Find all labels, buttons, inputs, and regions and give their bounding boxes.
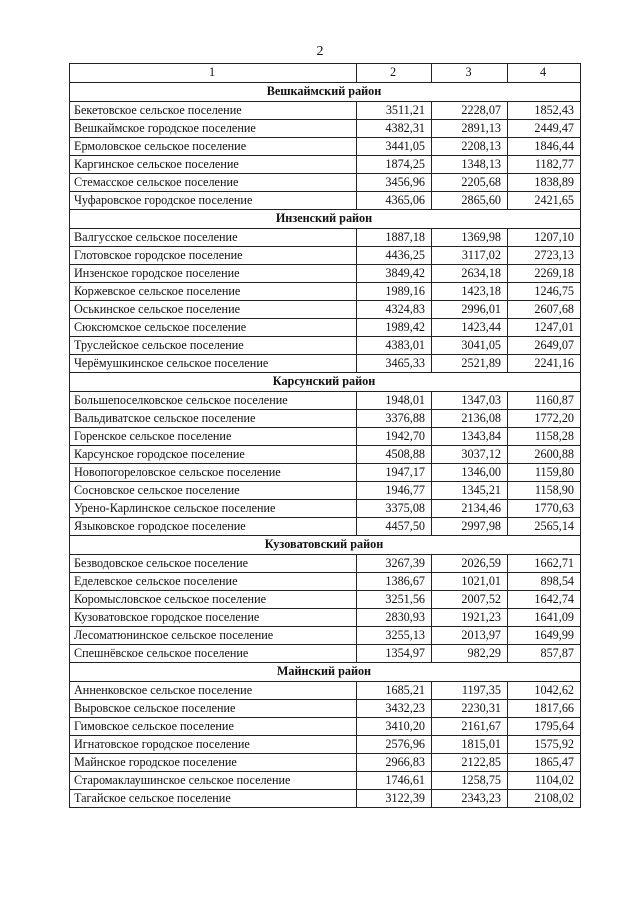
value-col2-cell: 3511,21 — [357, 102, 432, 120]
settlement-name-cell: Чуфаровское городское поселение — [70, 192, 357, 210]
value-col2-cell: 3410,20 — [357, 718, 432, 736]
value-col3-cell: 2634,18 — [432, 265, 508, 283]
value-col4-cell: 1852,43 — [508, 102, 581, 120]
value-col4-cell: 2649,07 — [508, 337, 581, 355]
value-col3-cell: 2230,31 — [432, 700, 508, 718]
value-col3-cell: 1369,98 — [432, 229, 508, 247]
page-number: 2 — [316, 44, 324, 59]
table-row — [70, 392, 581, 410]
table-row — [70, 682, 581, 700]
value-col3-cell: 2343,23 — [432, 790, 508, 808]
value-col3-cell: 2865,60 — [432, 192, 508, 210]
settlement-name-cell: Горенское сельское поселение — [70, 428, 357, 446]
value-col3-cell: 1348,13 — [432, 156, 508, 174]
table-row — [70, 156, 581, 174]
table-row — [70, 718, 581, 736]
value-col2-cell: 2576,96 — [357, 736, 432, 754]
settlement-name-cell: Урено-Карлинское сельское поселение — [70, 500, 357, 518]
settlement-name-cell: Выровское сельское поселение — [70, 700, 357, 718]
value-col4-cell: 2600,88 — [508, 446, 581, 464]
value-col4-cell: 1642,74 — [508, 591, 581, 609]
value-col4-cell: 1158,90 — [508, 482, 581, 500]
table-row — [70, 627, 581, 645]
value-col3-cell: 2205,68 — [432, 174, 508, 192]
section-header-row — [70, 210, 581, 229]
column-header-1: 1 — [70, 64, 357, 83]
value-col4-cell: 1649,99 — [508, 627, 581, 645]
value-col4-cell: 2565,14 — [508, 518, 581, 536]
value-col3-cell: 2208,13 — [432, 138, 508, 156]
value-col3-cell: 1423,44 — [432, 319, 508, 337]
value-col4-cell: 1160,87 — [508, 392, 581, 410]
value-col3-cell: 1346,00 — [432, 464, 508, 482]
value-col2-cell: 3456,96 — [357, 174, 432, 192]
value-col3-cell: 1021,01 — [432, 573, 508, 591]
table-row — [70, 464, 581, 482]
settlement-name-cell: Карсунское городское поселение — [70, 446, 357, 464]
table-row — [70, 518, 581, 536]
settlement-name-cell: Черёмушкинское сельское поселение — [70, 355, 357, 373]
settlement-name-cell: Вальдиватское сельское поселение — [70, 410, 357, 428]
table-row — [70, 500, 581, 518]
value-col4-cell: 1575,92 — [508, 736, 581, 754]
value-col3-cell: 2013,97 — [432, 627, 508, 645]
value-col3-cell: 2007,52 — [432, 591, 508, 609]
value-col3-cell: 2521,89 — [432, 355, 508, 373]
value-col2-cell: 3267,39 — [357, 555, 432, 573]
settlement-name-cell: Ермоловское сельское поселение — [70, 138, 357, 156]
value-col3-cell: 2122,85 — [432, 754, 508, 772]
settlement-name-cell: Тагайское сельское поселение — [70, 790, 357, 808]
table-row — [70, 754, 581, 772]
value-col3-cell: 2026,59 — [432, 555, 508, 573]
settlement-name-cell: Вешкаймское городское поселение — [70, 120, 357, 138]
value-col4-cell: 2241,16 — [508, 355, 581, 373]
value-col4-cell: 1846,44 — [508, 138, 581, 156]
table-row — [70, 192, 581, 210]
settlement-name-cell: Валгусское сельское поселение — [70, 229, 357, 247]
value-col3-cell: 2891,13 — [432, 120, 508, 138]
value-col3-cell: 2228,07 — [432, 102, 508, 120]
table-header-row — [70, 64, 581, 83]
settlements-table — [69, 63, 581, 808]
district-title: Майнский район — [70, 663, 581, 682]
value-col2-cell: 1947,17 — [357, 464, 432, 482]
value-col4-cell: 1838,89 — [508, 174, 581, 192]
value-col3-cell: 1815,01 — [432, 736, 508, 754]
settlement-name-cell: Новопогореловское сельское поселение — [70, 464, 357, 482]
table-row — [70, 283, 581, 301]
settlement-name-cell: Старомаклаушинское сельское поселение — [70, 772, 357, 790]
value-col4-cell: 898,54 — [508, 573, 581, 591]
value-col2-cell: 1386,67 — [357, 573, 432, 591]
value-col2-cell: 1989,42 — [357, 319, 432, 337]
table-row — [70, 573, 581, 591]
section-header-row — [70, 536, 581, 555]
table-row — [70, 609, 581, 627]
value-col2-cell: 3376,88 — [357, 410, 432, 428]
district-title: Кузоватовский район — [70, 536, 581, 555]
value-col2-cell: 4436,25 — [357, 247, 432, 265]
value-col2-cell: 4382,31 — [357, 120, 432, 138]
value-col3-cell: 3117,02 — [432, 247, 508, 265]
value-col2-cell: 3441,05 — [357, 138, 432, 156]
table-row — [70, 645, 581, 663]
value-col2-cell: 1887,18 — [357, 229, 432, 247]
value-col3-cell: 1345,21 — [432, 482, 508, 500]
table-row — [70, 319, 581, 337]
table-row — [70, 229, 581, 247]
table-row — [70, 265, 581, 283]
value-col3-cell: 2996,01 — [432, 301, 508, 319]
value-col2-cell: 1948,01 — [357, 392, 432, 410]
settlement-name-cell: Кузоватовское городское поселение — [70, 609, 357, 627]
value-col2-cell: 1942,70 — [357, 428, 432, 446]
value-col2-cell: 3255,13 — [357, 627, 432, 645]
value-col4-cell: 1795,64 — [508, 718, 581, 736]
table-row — [70, 790, 581, 808]
table-row — [70, 247, 581, 265]
settlement-name-cell: Коржевское сельское поселение — [70, 283, 357, 301]
table-row — [70, 301, 581, 319]
value-col4-cell: 1207,10 — [508, 229, 581, 247]
value-col2-cell: 1354,97 — [357, 645, 432, 663]
table-row — [70, 482, 581, 500]
value-col3-cell: 1921,23 — [432, 609, 508, 627]
value-col4-cell: 1104,02 — [508, 772, 581, 790]
value-col3-cell: 2997,98 — [432, 518, 508, 536]
section-header-row — [70, 83, 581, 102]
value-col4-cell: 2607,68 — [508, 301, 581, 319]
district-title: Карсунский район — [70, 373, 581, 392]
settlement-name-cell: Оськинское сельское поселение — [70, 301, 357, 319]
value-col3-cell: 2134,46 — [432, 500, 508, 518]
settlement-name-cell: Анненковское сельское поселение — [70, 682, 357, 700]
table-row — [70, 555, 581, 573]
value-col4-cell: 1770,63 — [508, 500, 581, 518]
value-col4-cell: 2269,18 — [508, 265, 581, 283]
value-col2-cell: 2966,83 — [357, 754, 432, 772]
value-col3-cell: 3037,12 — [432, 446, 508, 464]
value-col2-cell: 1746,61 — [357, 772, 432, 790]
value-col3-cell: 982,29 — [432, 645, 508, 663]
column-header-4: 4 — [508, 64, 581, 83]
value-col4-cell: 1662,71 — [508, 555, 581, 573]
settlement-name-cell: Бекетовское сельское поселение — [70, 102, 357, 120]
value-col2-cell: 1946,77 — [357, 482, 432, 500]
value-col2-cell: 3849,42 — [357, 265, 432, 283]
value-col2-cell: 4508,88 — [357, 446, 432, 464]
value-col2-cell: 1989,16 — [357, 283, 432, 301]
column-header-3: 3 — [432, 64, 508, 83]
section-header-row — [70, 373, 581, 392]
column-header-2: 2 — [357, 64, 432, 83]
table-row — [70, 591, 581, 609]
value-col2-cell: 3375,08 — [357, 500, 432, 518]
value-col3-cell: 1197,35 — [432, 682, 508, 700]
settlement-name-cell: Еделевское сельское поселение — [70, 573, 357, 591]
value-col4-cell: 1182,77 — [508, 156, 581, 174]
table-body — [70, 83, 581, 808]
value-col2-cell: 3122,39 — [357, 790, 432, 808]
settlement-name-cell: Спешнёвское сельское поселение — [70, 645, 357, 663]
settlement-name-cell: Инзенское городское поселение — [70, 265, 357, 283]
settlement-name-cell: Труслейское сельское поселение — [70, 337, 357, 355]
value-col4-cell: 2108,02 — [508, 790, 581, 808]
settlement-name-cell: Безводовское сельское поселение — [70, 555, 357, 573]
table-row — [70, 355, 581, 373]
value-col3-cell: 2136,08 — [432, 410, 508, 428]
value-col4-cell: 1817,66 — [508, 700, 581, 718]
value-col2-cell: 4383,01 — [357, 337, 432, 355]
table-row — [70, 446, 581, 464]
table-row — [70, 428, 581, 446]
value-col4-cell: 1158,28 — [508, 428, 581, 446]
table-row — [70, 410, 581, 428]
value-col2-cell: 4324,83 — [357, 301, 432, 319]
settlement-name-cell: Каргинское сельское поселение — [70, 156, 357, 174]
table-row — [70, 120, 581, 138]
value-col2-cell: 4365,06 — [357, 192, 432, 210]
value-col4-cell: 2421,65 — [508, 192, 581, 210]
value-col3-cell: 2161,67 — [432, 718, 508, 736]
value-col2-cell: 2830,93 — [357, 609, 432, 627]
value-col2-cell: 3465,33 — [357, 355, 432, 373]
settlement-name-cell: Лесоматюнинское сельское поселение — [70, 627, 357, 645]
value-col4-cell: 1865,47 — [508, 754, 581, 772]
value-col3-cell: 3041,05 — [432, 337, 508, 355]
value-col4-cell: 1246,75 — [508, 283, 581, 301]
settlement-name-cell: Сюксюмское сельское поселение — [70, 319, 357, 337]
table-row — [70, 174, 581, 192]
settlement-name-cell: Гимовское сельское поселение — [70, 718, 357, 736]
settlement-name-cell: Игнатовское городское поселение — [70, 736, 357, 754]
district-title: Инзенский район — [70, 210, 581, 229]
settlement-name-cell: Глотовское городское поселение — [70, 247, 357, 265]
settlement-name-cell: Большепоселковское сельское поселение — [70, 392, 357, 410]
value-col4-cell: 1772,20 — [508, 410, 581, 428]
value-col4-cell: 2723,13 — [508, 247, 581, 265]
section-header-row — [70, 663, 581, 682]
value-col4-cell: 857,87 — [508, 645, 581, 663]
value-col4-cell: 2449,47 — [508, 120, 581, 138]
settlement-name-cell: Сосновское сельское поселение — [70, 482, 357, 500]
table-row — [70, 102, 581, 120]
value-col3-cell: 1423,18 — [432, 283, 508, 301]
value-col4-cell: 1247,01 — [508, 319, 581, 337]
value-col3-cell: 1258,75 — [432, 772, 508, 790]
value-col3-cell: 1343,84 — [432, 428, 508, 446]
value-col3-cell: 1347,03 — [432, 392, 508, 410]
table-row — [70, 337, 581, 355]
table-row — [70, 700, 581, 718]
value-col2-cell: 4457,50 — [357, 518, 432, 536]
settlement-name-cell: Коромысловское сельское поселение — [70, 591, 357, 609]
value-col2-cell: 3432,23 — [357, 700, 432, 718]
settlement-name-cell: Майнское городское поселение — [70, 754, 357, 772]
value-col4-cell: 1159,80 — [508, 464, 581, 482]
table-row — [70, 736, 581, 754]
value-col4-cell: 1641,09 — [508, 609, 581, 627]
settlement-name-cell: Языковское городское поселение — [70, 518, 357, 536]
value-col2-cell: 1685,21 — [357, 682, 432, 700]
table-row — [70, 772, 581, 790]
district-title: Вешкаймский район — [70, 83, 581, 102]
table-row — [70, 138, 581, 156]
value-col2-cell: 3251,56 — [357, 591, 432, 609]
value-col2-cell: 1874,25 — [357, 156, 432, 174]
settlement-name-cell: Стемасское сельское поселение — [70, 174, 357, 192]
value-col4-cell: 1042,62 — [508, 682, 581, 700]
